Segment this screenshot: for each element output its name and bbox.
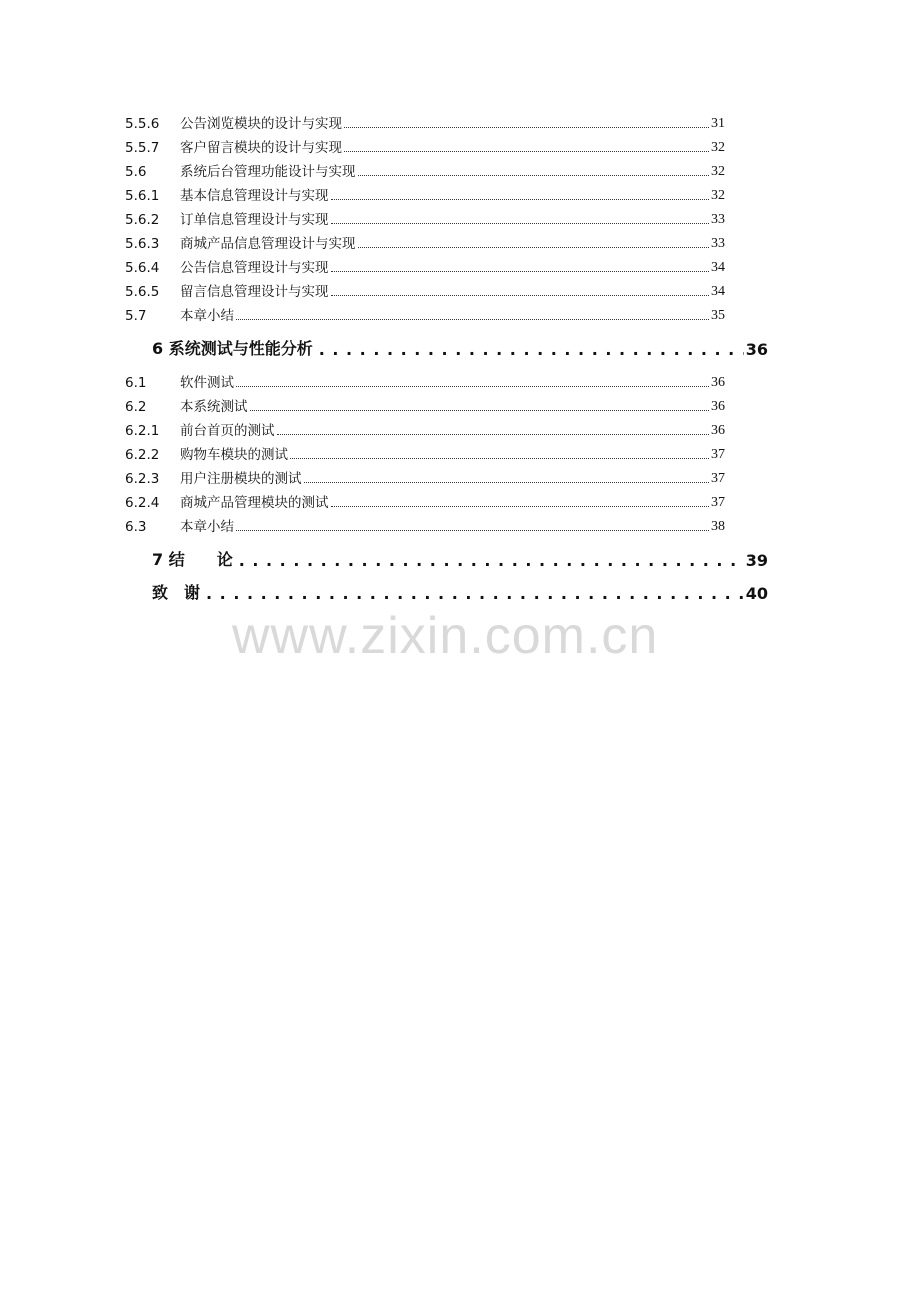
dot-leader xyxy=(315,343,744,359)
page-number: 32 xyxy=(711,164,725,179)
chapter-title: 致 谢 xyxy=(152,583,201,602)
section-number: 5.6.4 xyxy=(125,260,160,276)
dot-leader xyxy=(202,587,744,603)
section-number: 5.5.7 xyxy=(125,140,160,156)
page-number: 38 xyxy=(711,519,725,534)
page-number: 37 xyxy=(711,471,725,486)
section-number: 5.6.3 xyxy=(125,236,160,252)
toc-entry[interactable] xyxy=(125,208,725,228)
page-number: 36 xyxy=(745,340,768,359)
dot-leader xyxy=(236,530,709,531)
toc-entry[interactable] xyxy=(125,280,725,300)
dot-leader xyxy=(277,434,710,435)
watermark: www.zixin.com.cn xyxy=(232,607,659,665)
page-number: 31 xyxy=(711,116,725,131)
section-title: 订单信息管理设计与实现 xyxy=(180,212,329,228)
dot-leader xyxy=(236,386,709,387)
toc-entry[interactable] xyxy=(125,160,725,180)
chapter-title: 7 结 论 xyxy=(152,550,233,569)
section-title: 商城产品管理模块的测试 xyxy=(180,495,329,511)
section-title: 本章小结 xyxy=(180,308,234,324)
dot-leader xyxy=(344,151,709,152)
page-number: 33 xyxy=(711,212,725,227)
dot-leader xyxy=(250,410,710,411)
page-number: 36 xyxy=(711,423,725,438)
page-number: 32 xyxy=(711,140,725,155)
section-title: 留言信息管理设计与实现 xyxy=(180,284,329,300)
section-title: 基本信息管理设计与实现 xyxy=(180,188,329,204)
toc-entry[interactable] xyxy=(125,515,725,535)
section-number: 5.6.2 xyxy=(125,212,160,228)
section-title: 公告浏览模块的设计与实现 xyxy=(180,116,342,132)
section-number: 5.5.6 xyxy=(125,116,160,132)
toc-chapter-entry[interactable] xyxy=(152,337,768,359)
toc-entry[interactable] xyxy=(125,112,725,132)
dot-leader xyxy=(358,175,710,176)
toc-chapter-entry[interactable] xyxy=(152,548,768,570)
page-number: 36 xyxy=(711,399,725,414)
toc-entry[interactable] xyxy=(125,232,725,252)
page-number: 32 xyxy=(711,188,725,203)
dot-leader xyxy=(331,271,710,272)
dot-leader xyxy=(331,295,710,296)
chapter-title: 6 系统测试与性能分析 xyxy=(152,339,313,358)
toc-entry[interactable] xyxy=(125,256,725,276)
page-number: 40 xyxy=(745,584,768,603)
dot-leader xyxy=(358,247,710,248)
toc-entry[interactable] xyxy=(125,491,725,511)
page-number: 36 xyxy=(711,375,725,390)
page-number: 33 xyxy=(711,236,725,251)
section-number: 5.6 xyxy=(125,164,147,180)
section-title: 公告信息管理设计与实现 xyxy=(180,260,329,276)
dot-leader xyxy=(304,482,710,483)
toc-entry[interactable] xyxy=(125,371,725,391)
page-number: 35 xyxy=(711,308,725,323)
section-number: 6.2.3 xyxy=(125,471,160,487)
page-number: 37 xyxy=(711,495,725,510)
section-title: 商城产品信息管理设计与实现 xyxy=(180,236,356,252)
section-number: 6.2.2 xyxy=(125,447,160,463)
dot-leader xyxy=(331,506,710,507)
section-title: 用户注册模块的测试 xyxy=(180,471,302,487)
toc-entry[interactable] xyxy=(125,304,725,324)
section-title: 软件测试 xyxy=(180,375,234,391)
section-number: 5.6.1 xyxy=(125,188,160,204)
section-title: 本章小结 xyxy=(180,519,234,535)
dot-leader xyxy=(331,223,710,224)
toc-entry[interactable] xyxy=(125,395,725,415)
dot-leader xyxy=(331,199,710,200)
section-number: 5.6.5 xyxy=(125,284,160,300)
section-title: 本系统测试 xyxy=(180,399,248,415)
page-number: 34 xyxy=(711,260,725,275)
page-number: 39 xyxy=(745,551,768,570)
section-number: 6.1 xyxy=(125,375,147,391)
section-number: 6.2.4 xyxy=(125,495,160,511)
section-title: 客户留言模块的设计与实现 xyxy=(180,140,342,156)
toc-entry[interactable] xyxy=(125,443,725,463)
toc-entry[interactable] xyxy=(125,136,725,156)
dot-leader xyxy=(235,554,744,570)
section-title: 系统后台管理功能设计与实现 xyxy=(180,164,356,180)
section-number: 5.7 xyxy=(125,308,147,324)
dot-leader xyxy=(344,127,709,128)
section-number: 6.3 xyxy=(125,519,147,535)
page-number: 37 xyxy=(711,447,725,462)
dot-leader xyxy=(236,319,709,320)
dot-leader xyxy=(290,458,709,459)
toc-entry[interactable] xyxy=(125,419,725,439)
toc-chapter-entry[interactable] xyxy=(152,581,768,603)
section-title: 购物车模块的测试 xyxy=(180,447,288,463)
section-title: 前台首页的测试 xyxy=(180,423,275,439)
toc-entry[interactable] xyxy=(125,184,725,204)
page-number: 34 xyxy=(711,284,725,299)
section-number: 6.2 xyxy=(125,399,147,415)
section-number: 6.2.1 xyxy=(125,423,160,439)
toc-entry[interactable] xyxy=(125,467,725,487)
